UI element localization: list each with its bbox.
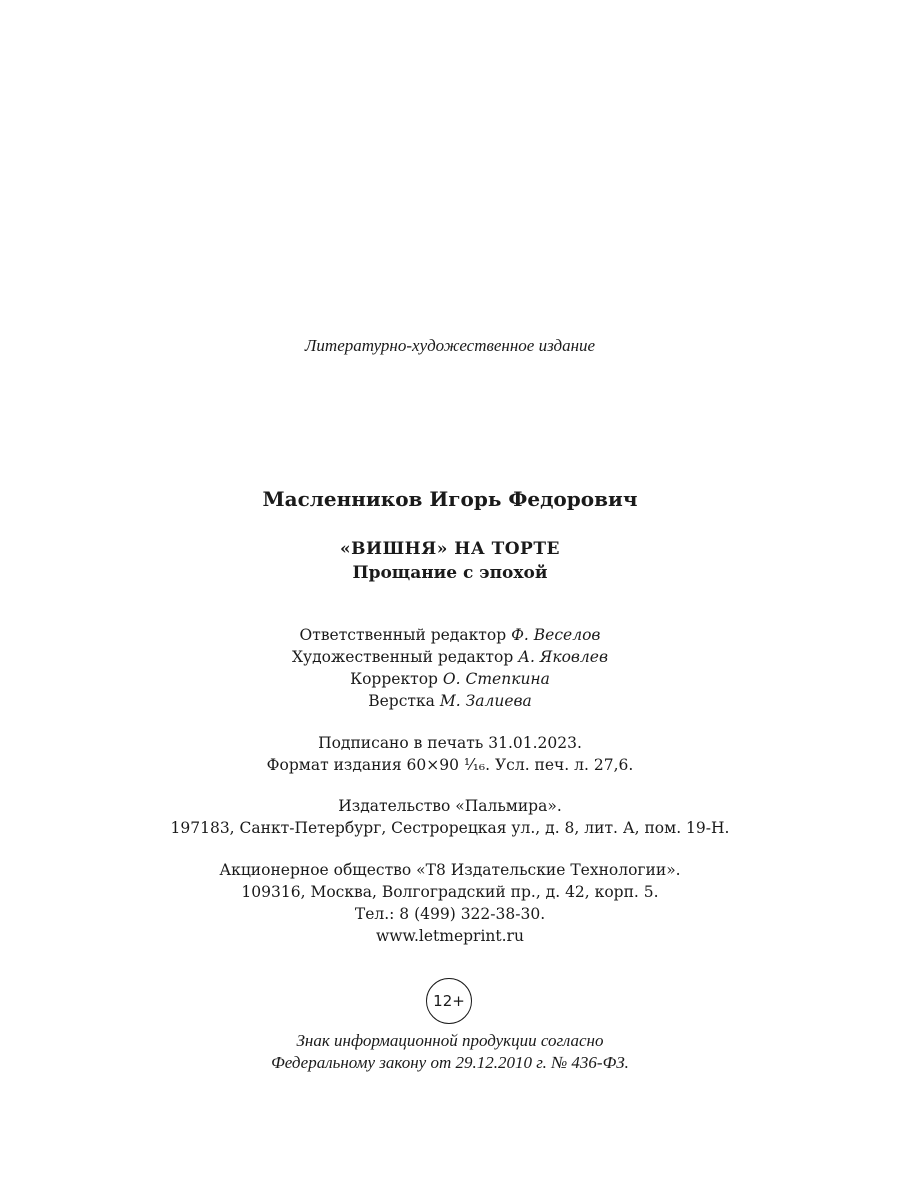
credit-role: Художественный редактор bbox=[291, 648, 514, 666]
credit-line bbox=[0, 692, 900, 710]
age-notice-line: Федеральному закону от 29.12.2010 г. № 436-ФЗ. bbox=[271, 1053, 629, 1072]
credit-line bbox=[0, 670, 900, 688]
printer-website: www.letmeprint.ru bbox=[376, 927, 524, 945]
book-subtitle: Прощание с эпохой bbox=[352, 563, 548, 583]
credit-name: Ф. Веселов bbox=[511, 626, 601, 644]
printer-address: 109316, Москва, Волгоградский пр., д. 42, корп. 5. bbox=[241, 883, 659, 901]
publisher-address: 197183, Санкт-Петербург, Сестрорецкая ул., д. 8, лит. А, пом. 19-Н. bbox=[170, 819, 730, 837]
edition-type: Литературно-художественное издание bbox=[304, 336, 596, 355]
print-format: Формат издания 60×90 ¹⁄₁₆. Усл. печ. л. 27,6. bbox=[266, 756, 634, 774]
age-rating-badge bbox=[426, 978, 472, 1024]
credit-name: О. Степкина bbox=[442, 670, 550, 688]
age-rating-label: 12+ bbox=[433, 992, 465, 1010]
credit-name: М. Залиева bbox=[439, 692, 532, 710]
credit-name: А. Яковлев bbox=[518, 648, 608, 666]
printer-name: Акционерное общество «Т8 Издательские Технологии». bbox=[219, 861, 681, 879]
print-signed-date: Подписано в печать 31.01.2023. bbox=[318, 734, 582, 752]
credit-role: Корректор bbox=[350, 670, 438, 688]
author-name: Масленников Игорь Федорович bbox=[262, 487, 638, 511]
book-title: «ВИШНЯ» НА ТОРТЕ bbox=[340, 539, 560, 559]
age-notice-line: Знак информационной продукции согласно bbox=[296, 1031, 604, 1050]
credit-role: Ответственный редактор bbox=[299, 626, 507, 644]
publisher-name: Издательство «Пальмира». bbox=[338, 797, 562, 815]
credit-line bbox=[0, 626, 900, 644]
credit-line bbox=[0, 648, 900, 666]
credit-role: Верстка bbox=[368, 692, 435, 710]
printer-phone: Тел.: 8 (499) 322-38-30. bbox=[354, 905, 546, 923]
